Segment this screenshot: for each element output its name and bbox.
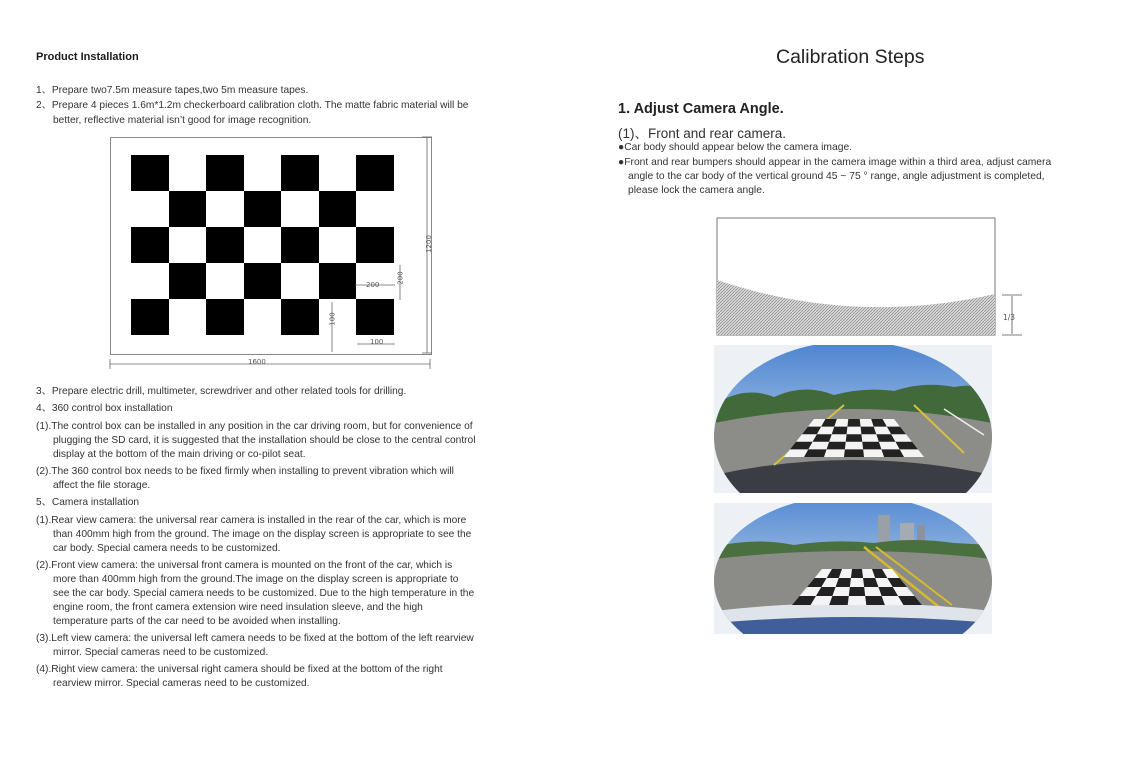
body-line: more than 400mm high from the ground.The image on the display screen is appropriate to [53, 574, 459, 585]
checker-square [865, 596, 885, 605]
body-line: affect the file storage. [53, 480, 151, 491]
dim-height-label: 1200 [424, 235, 433, 253]
dim-offset-horizontal-label: 100 [370, 338, 384, 346]
dim-square-vertical-label: 200 [396, 271, 405, 285]
body-line: (1).The control box can be installed in any position in the car driving room, but for convenience of [36, 421, 473, 432]
body-line: engine room, the front camera extension wire need insulation sleeve, and the high [53, 602, 423, 613]
dim-square-label: 200 [366, 281, 380, 289]
camera-angle-diagram [714, 216, 1034, 340]
step-line: better, reflective material isn’t good for image recognition. [53, 115, 312, 126]
sub-heading: (1)、Front and rear camera. [618, 126, 787, 141]
body-line: (2).Front view camera: the universal front camera is mounted on the front of the car, which is [36, 560, 453, 571]
body-line: display at the bottom of the main driving or co-pilot seat. [53, 449, 306, 460]
step-line: 2、Prepare 4 pieces 1.6m*1.2m checkerboard calibration cloth. The matte fabric material will be [36, 100, 469, 111]
body-line: (3).Left view camera: the universal left camera needs to be fixed at the bottom of the left rearview [36, 633, 474, 644]
front-camera-image [714, 503, 992, 634]
body-line: see the car body. Special camera needs to be customized. Due to the high temperature in the [53, 588, 475, 599]
checker-square [847, 419, 860, 427]
checker-square [851, 569, 863, 578]
checker-square [846, 434, 863, 442]
checker-square [832, 427, 848, 435]
bullet-line: please lock the camera angle. [628, 185, 765, 196]
rear-camera-image [714, 345, 992, 493]
bullet-line: angle to the car body of the vertical ground 45 ~ 75 ° range, angle adjustment is completed, [628, 171, 1045, 182]
body-line: 5、Camera installation [36, 497, 140, 508]
body-line: (1).Rear view camera: the universal rear camera is installed in the rear of the car, which is more [36, 515, 467, 526]
dim-offset-vertical-label: 100 [328, 312, 337, 326]
body-line: (4).Right view camera: the universal right camera should be fixed at the bottom of the right [36, 664, 443, 675]
bullet-line: ●Front and rear bumpers should appear in the camera image within a third area, adjust camera [618, 157, 1052, 168]
dimension-lines [105, 130, 445, 375]
checker-square [861, 427, 877, 435]
diagram-third-label: 1/3 [1003, 313, 1016, 322]
body-line: 4、360 control box installation [36, 403, 173, 414]
body-line: car body. Special camera needs to be customized. [53, 543, 281, 554]
body-line: (2).The 360 control box needs to be fixed firmly when installing to prevent vibration which will [36, 466, 454, 477]
checker-square [862, 442, 881, 450]
bullet-line: ●Car body should appear below the camera image. [618, 142, 853, 153]
body-line: than 400mm high from the ground. The image on the display screen is appropriate to see the [53, 529, 472, 540]
step-heading: 1. Adjust Camera Angle. [618, 101, 784, 117]
section-title: Product Installation [36, 51, 139, 63]
body-line: 3、Prepare electric drill, multimeter, screwdriver and other related tools for drilling. [36, 386, 407, 397]
body-line: mirror. Special cameras need to be customized. [53, 647, 269, 658]
step-line: 1、Prepare two7.5m measure tapes,two 5m measure tapes. [36, 85, 309, 96]
checker-square [829, 596, 849, 605]
checker-square [827, 442, 846, 450]
body-line: rearview mirror. Special cameras need to be customized. [53, 678, 310, 689]
dim-width-label: 1600 [248, 358, 266, 366]
body-line: plugging the SD card, it is suggested that the installation should be close to the central control [53, 435, 476, 446]
checker-square [844, 449, 864, 457]
page-title: Calibration Steps [776, 46, 925, 68]
body-line: temperature parts of the car need to be avoided when installing. [53, 616, 341, 627]
checker-square [849, 587, 865, 596]
